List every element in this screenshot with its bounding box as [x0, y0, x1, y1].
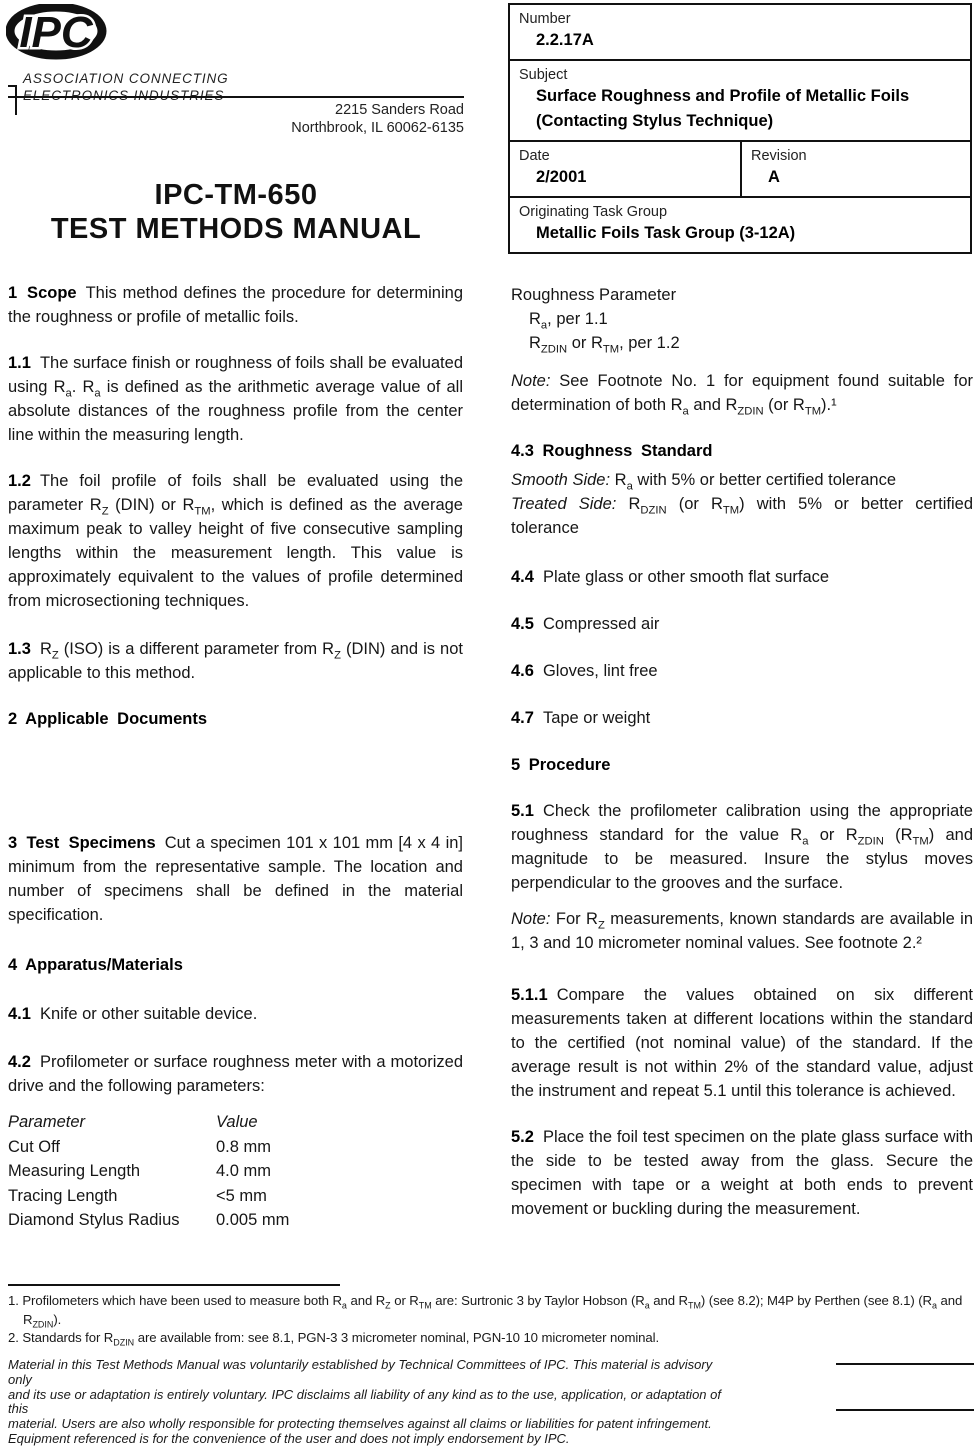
info-row-number [510, 5, 970, 59]
right-column [511, 283, 973, 1243]
revision-value: A [768, 168, 780, 186]
page-title-line1: IPC-TM-650 [154, 179, 318, 211]
section-4-6-text: Gloves, lint free [542, 662, 658, 680]
page-title-line2: TEST METHODS MANUAL [50, 213, 422, 245]
section-5-1-1-text: Compare the values obtained on six different measurements taken at different locations within the standard to the certified (not nominal value) of the standard. If the average result is not within 2% of the standard value, adjust the instrument and repeat 5.1 until this tolerance is achieved. [511, 986, 973, 1100]
parameter-name: Measuring Length [8, 1162, 141, 1180]
parameter-name: Tracing Length [8, 1186, 118, 1205]
page-title [8, 178, 464, 246]
roughness-parameter-title: Roughness Parameter [511, 286, 677, 304]
parameter-value: 4.0 mm [216, 1162, 272, 1180]
header-left [6, 4, 462, 115]
note-footnote1 [511, 369, 973, 417]
section-1-3 [8, 637, 463, 685]
disclaimer-line4: Equipment referenced is for the convenience of the user and does not imply endorsement by IPC. [8, 1430, 570, 1446]
section-4-4-text: Plate glass or other smooth flat surface [542, 568, 830, 586]
section-4-4 [511, 565, 973, 589]
section-5-1-number: 5.1 [511, 802, 534, 820]
info-row-subject [510, 59, 970, 140]
section-4-5-text: Compressed air [542, 615, 660, 633]
note-rz-standards [511, 907, 973, 955]
note-label: Note: [511, 910, 551, 928]
tagline-line1: ASSOCIATION CONNECTING [23, 71, 229, 86]
treated-side-text: $R_{DZIN}$ (or $R_{TM}$) with 5% or better certified tolerance [511, 495, 974, 537]
section-4-2-text: Profilometer or surface roughness meter with a motorized drive and the following parameters: [8, 1053, 463, 1095]
section-3 [8, 831, 463, 927]
parameter-row-tracing-length [8, 1184, 463, 1209]
section-1-scope [8, 281, 463, 329]
section-5-1-1-number: 5.1.1 [511, 986, 548, 1004]
section-1-text: This method defines the procedure for determining the roughness or profile of metallic foils. [8, 284, 463, 326]
section-5-1-text: Check the profilometer calibration using the appropriate roughness standard for the value $R_a$ or $R_{ZDIN}$ $(R_{TM})$ and magnitude to be measured. Insure the stylus moves perpendicular to the grooves and the surface. [511, 802, 974, 892]
section-4-7-number: 4.7 [511, 709, 534, 727]
section-4-7 [511, 706, 973, 730]
parameter-value: <5 mm [216, 1186, 267, 1205]
date-label: Date [519, 148, 550, 164]
smooth-side-label: Smooth Side: [511, 471, 611, 489]
number-value: 2.2.17A [536, 31, 594, 49]
section-4-1 [8, 1002, 463, 1026]
section-1-1 [8, 351, 463, 447]
section-5-2 [511, 1125, 973, 1221]
parameter-table [8, 1110, 463, 1233]
section-4-5-number: 4.5 [511, 615, 534, 633]
footnotes-block [8, 1284, 966, 1348]
subject-value-line1: Surface Roughness and Profile of Metallic Foils [536, 87, 910, 105]
info-row-task-group [510, 196, 970, 252]
section-4-5 [511, 612, 973, 636]
subject-value-line2: (Contacting Stylus Technique) [536, 112, 774, 130]
tagline-line2: ELECTRONICS INDUSTRIES [23, 87, 225, 103]
section-4-4-number: 4.4 [511, 568, 534, 586]
subject-label: Subject [519, 67, 568, 83]
parameter-name: Cut Off [8, 1137, 60, 1156]
address-block [8, 101, 464, 137]
section-1-number: 1 Scope [8, 284, 77, 302]
section-1-2-number: 1.2 [8, 472, 31, 490]
address-line1: 2215 Sanders Road [335, 102, 464, 118]
note-text: For $R_Z$ measurements, known standards are available in 1, 3 and 10 micrometer nominal values. See footnote 2.² [511, 910, 973, 952]
parameter-table-header [8, 1110, 463, 1135]
section-1-2-text: The foil profile of foils shall be evaluated using the parameter $R_Z$ (DIN) or $R_{TM}$, which is defined as the average maximum peak to valley height of five consecutive sampling lengths within the measurement length. This value is approximately equivalent to the values of profile determined from microsectioning techniques. [8, 472, 463, 610]
parameter-row-cutoff [8, 1135, 463, 1160]
parameter-col-header: Parameter [8, 1113, 86, 1131]
section-1-3-number: 1.3 [8, 640, 31, 658]
section-5-1-1 [511, 983, 973, 1103]
section-3-number: 3 Test Specimens [8, 834, 156, 852]
section-2-heading: 2 Applicable Documents [8, 710, 208, 728]
smooth-side-text: $R_a$ with 5% or better certified tolerance [614, 471, 897, 493]
roughness-parameter-item2: $R_{ZDIN}$ or $R_{TM}$, per 1.2 [529, 334, 680, 356]
section-1-3-text: $R_Z$ (ISO) is a different parameter from $R_Z$ (DIN) and is not applicable to this method. [8, 640, 463, 682]
number-label: Number [519, 11, 571, 27]
section-4-6 [511, 659, 973, 683]
info-table [508, 3, 972, 254]
section-1-2 [8, 469, 463, 613]
note-label: Note: [511, 372, 551, 390]
treated-side-label: Treated Side: [511, 495, 617, 513]
parameter-value: 0.8 mm [216, 1137, 272, 1156]
task-group-value: Metallic Foils Task Group (3-12A) [536, 224, 796, 242]
disclaimer-text [8, 1358, 728, 1447]
ipc-logo-text: IPC [19, 8, 93, 57]
parameter-value: 0.005 mm [216, 1211, 290, 1229]
parameter-row-measuring-length [8, 1159, 463, 1184]
date-value: 2/2001 [536, 168, 587, 186]
disclaimer-line3: material. Users are also wholly responsible for protecting themselves against all claims or liabilities for patent infringement. [8, 1416, 712, 1432]
section-5-1 [511, 799, 973, 895]
address-line2: Northbrook, IL 60062-6135 [291, 120, 464, 136]
section-4-7-text: Tape or weight [542, 709, 651, 727]
section-5-2-text: Place the foil test specimen on the plate glass surface with the side to be tested away from the glass. Secure the specimen with tape or a weight at both ends to prevent movement or buckling during the measurement. [511, 1128, 973, 1218]
footnote-rule [8, 1284, 340, 1286]
task-group-label: Originating Task Group [519, 204, 668, 220]
section-3-text: Cut a specimen 101 x 101 mm [4 x 4 in] minimum from the representative sample. The location and number of specimens shall be defined in the material specification. [8, 834, 463, 924]
section-4-1-number: 4.1 [8, 1005, 31, 1023]
ipc-logo-icon [6, 4, 110, 62]
parameter-row-stylus-radius [8, 1208, 463, 1233]
section-4-2-number: 4.2 [8, 1053, 31, 1071]
roughness-standard-sides [511, 468, 973, 540]
left-column [8, 281, 463, 1233]
disclaimer-line2: and its use or adaptation is entirely voluntary. IPC disclaims all liability of any kind as to the use, application, or adaptation of this [8, 1386, 721, 1417]
parameter-name: Diamond Stylus Radius [8, 1211, 180, 1229]
section-1-1-text: The surface finish or roughness of foils shall be evaluated using $R_a$. $R_a$ is defined as the arithmetic average value of all absolute distances of the roughness profile from the center line within the measuring length. [8, 354, 463, 444]
section-4-2 [8, 1050, 463, 1098]
value-col-header: Value [216, 1113, 258, 1131]
footnote-2: 2. Standards for $R_{DZIN}$ are available from: see 8.1, PGN-3 3 micrometer nominal, PGN-10 10 micrometer nominal. [8, 1330, 660, 1348]
disclaimer-line1: Material in this Test Methods Manual was voluntarily established by Technical Committees of IPC. This material is advisory only [8, 1357, 713, 1387]
section-5-heading: 5 Procedure [511, 756, 611, 774]
info-row-date-revision [510, 140, 970, 196]
section-5-2-number: 5.2 [511, 1128, 534, 1146]
section-4-6-number: 4.6 [511, 662, 534, 680]
signature-line-top [836, 1363, 974, 1365]
section-4-1-text: Knife or other suitable device. [39, 1005, 258, 1023]
footnote-1: 1. Profilometers which have been used to measure both $R_a$ and $R_Z$ or $R_{TM}$ are: Surtronic 3 by Taylor Hobson ($R_a$ and $R_{TM}$) (see 8.2); M4P by Perthen (see 8.1) ($R_a$ and $R_{ZDIN}$). [8, 1293, 963, 1330]
section-4-heading: 4 Apparatus/Materials [8, 956, 183, 974]
section-4-3-heading: 4.3 Roughness Standard [511, 442, 713, 460]
roughness-parameter-item1: $R_a$, per 1.1 [529, 310, 608, 332]
section-1-1-number: 1.1 [8, 354, 31, 372]
header-rule [8, 96, 464, 98]
signature-line-bottom [836, 1409, 974, 1411]
note-text: See Footnote No. 1 for equipment found suitable for determination of both $R_a$ and $R_{ZDIN}$ (or $R_{TM}).^1$ [511, 372, 973, 418]
revision-label: Revision [751, 148, 807, 164]
roughness-parameter-block [511, 283, 973, 355]
